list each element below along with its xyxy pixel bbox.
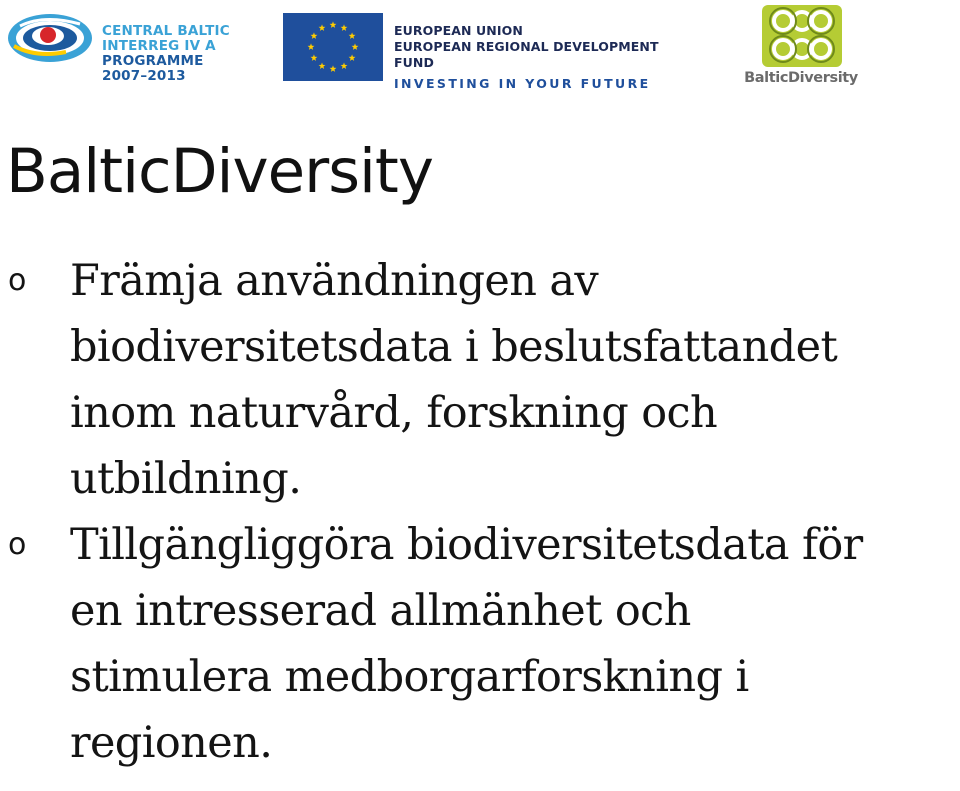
central-baltic-line: PROGRAMME <box>102 53 204 69</box>
eu-text <box>394 23 673 93</box>
eu-star-icon <box>319 24 326 31</box>
bullet-line: Främja användningen av <box>70 256 599 306</box>
central-baltic-line: 2007–2013 <box>102 68 186 84</box>
bullet-text <box>70 512 960 776</box>
bullet-marker: o <box>8 527 26 562</box>
eu-star-icon <box>308 43 315 50</box>
eu-star-icon <box>341 24 348 31</box>
central-baltic-logo-icon <box>6 12 96 64</box>
eu-star-icon <box>349 54 356 61</box>
baltic-diversity-logo <box>736 4 866 94</box>
bullet-marker: o <box>8 263 26 298</box>
page-title: BalticDiversity <box>6 136 433 207</box>
central-baltic-text <box>102 24 230 84</box>
bullet-text <box>70 248 960 512</box>
bullet-line: inom naturvård, forskning och <box>70 388 718 438</box>
eu-star-icon <box>330 21 337 28</box>
central-baltic-logo <box>6 10 236 90</box>
bullet-item <box>0 248 960 512</box>
bullet-item <box>0 512 960 776</box>
baltic-diversity-caption: BalticDiversity <box>744 70 858 86</box>
bullet-line: biodiversitetsdata i beslutsfattandet <box>70 322 838 372</box>
eu-union-label: EUROPEAN UNION <box>394 23 523 38</box>
bullet-line: stimulera medborgarforskning i <box>70 652 749 702</box>
bullet-list <box>0 248 960 776</box>
bullet-line: en intresserad allmänhet och <box>70 586 691 636</box>
eu-flag-icon <box>283 13 383 81</box>
eu-logo <box>283 13 673 91</box>
central-baltic-line: INTERREG IV A <box>102 38 216 54</box>
eu-stars <box>283 13 383 81</box>
eu-star-icon <box>349 32 356 39</box>
eu-star-icon <box>311 32 318 39</box>
eu-fund-label: EUROPEAN REGIONAL DEVELOPMENT FUND <box>394 39 659 70</box>
central-baltic-line: CENTRAL BALTIC <box>102 23 230 39</box>
eu-star-icon <box>319 62 326 69</box>
bullet-line: regionen. <box>70 718 273 768</box>
bullet-line: Tillgängliggöra biodiversitetsdata för <box>70 520 863 570</box>
bullet-line: utbildning. <box>70 454 302 504</box>
eu-star-icon <box>352 43 359 50</box>
logo-strip <box>0 0 960 100</box>
baltic-diversity-logo-icon <box>761 4 843 68</box>
eu-star-icon <box>311 54 318 61</box>
eu-slogan: INVESTING IN YOUR FUTURE <box>394 76 651 91</box>
eu-star-icon <box>341 62 348 69</box>
eu-star-icon <box>330 65 337 72</box>
